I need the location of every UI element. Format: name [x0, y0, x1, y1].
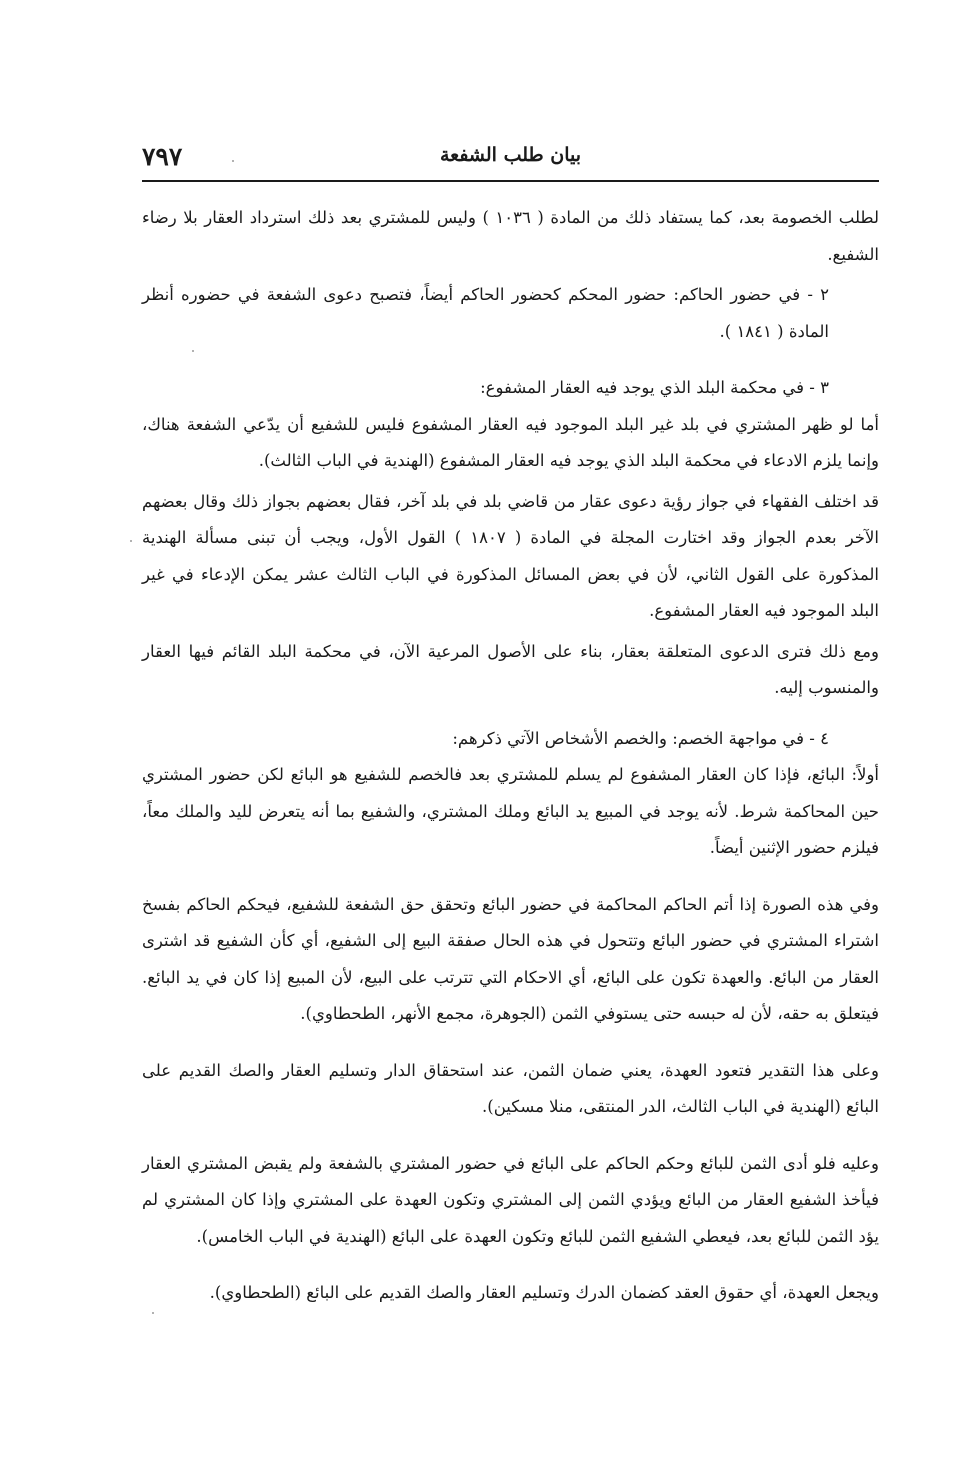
- section-heading: ٤ - في مواجهة الخصم: والخصم الأشخاص الآتي ذكرهم:: [452, 728, 829, 748]
- section-heading: ٣ - في محكمة البلد الذي يوجد فيه العقار المشفوع:: [480, 378, 829, 397]
- paragraph: ومع ذلك فترى الدعوى المتعلقة بعقار، بناء على الأصول المرعية الآن، في محكمة البلد القائم فيها العقار والمنسوب إليه.: [142, 641, 879, 697]
- paragraph: ٢ - في حضور الحاكم: حضور المحكم كحضور الحاكم أيضاً، فتصبح دعوى الشفعة في حضوره أنظر المادة ( ١٨٤١ ).: [142, 285, 829, 341]
- paragraph: لطلب الخصومة بعد، كما يستفاد ذلك من المادة ( ١٠٣٦ ) وليس للمشتري بعد ذلك استرداد العقار بلا رضاء الشفيع.: [142, 208, 879, 264]
- page-number: ٧٩٧: [142, 142, 183, 171]
- paragraph: أولاً: البائع، فإذا كان العقار المشفوع لم يسلم للمشتري بعد فالخصم للشفيع هو البائع لكن حضور المشتري حين المحاكمة شرط. لأنه يوجد في المبيع يد البائع وملك المشتري، والشفيع بما أنه يتعرض لليد والملك معاً، فيلزم حضور الإثنين أيضاً.: [142, 765, 879, 857]
- scan-speck: [232, 160, 234, 162]
- paragraph: وعليه فلو أدى الثمن للبائع وحكم الحاكم على البائع في حضور المشتري بالشفعة ولم يقبض المشتري العقار فيأخذ الشفيع العقار من البائع ويؤدي الثمن إلى المشتري وتكون العهدة على المشتري وإذا كان المشتري لم يؤد الثمن للبائع بعد، فيعطي الشفيع الثمن للبائع وتكون العهدة على البائع (الهندية في الباب الخامس).: [142, 1153, 879, 1246]
- body-text: [142, 200, 879, 1312]
- paragraph: وعلى هذا التقدير فتعود العهدة، يعني ضمان الثمن، عند استحقاق الدار وتسليم العقار والصك القديم على البائع (الهندية في الباب الثالث، الدر المنتقى، منلا مسكين).: [142, 1060, 879, 1116]
- paragraph: أما لو ظهر المشتري في بلد غير البلد الموجود فيه العقار المشفوع فليس للشفيع أن يدّعي الشفعة هناك، وإنما يلزم الادعاء في محكمة البلد الذي يوجد فيه العقار المشفوع (الهندية في الباب الثالث).: [142, 414, 879, 470]
- header-rule: [142, 180, 879, 182]
- running-title: بيان طلب الشفعة: [439, 144, 582, 166]
- scan-speck: [192, 350, 194, 352]
- paragraph: وفي هذه الصورة إذا أتم الحاكم المحاكمة في حضور البائع وتحقق حق الشفعة للشفيع، فيحكم الحاكم بفسخ اشتراء المشتري في حضور البائع وتتحول في هذه الحال صفقة البيع إلى الشفيع، أي كأن الشفيع قد اشترى العقار من البائع. والعهدة تكون على البائع، أي الاحكام التي تترتب على البيع، لأن المبيع إذا كان في يد البائع. فيتعلق به حقه، لأن له حبسه حتى يستوفي الثمن (الجوهرة، مجمع الأنهر، الطحطاوي).: [142, 894, 879, 1023]
- paragraph: ويجعل العهدة، أي حقوق العقد كضمان الدرك وتسليم العقار والصك القديم على البائع (الطحطاوي).: [209, 1283, 879, 1302]
- page-header: [142, 140, 879, 180]
- scan-speck: [152, 1312, 154, 1314]
- scan-speck: [130, 540, 132, 542]
- paragraph: قد اختلف الفقهاء في جواز رؤية دعوى عقار من قاضي بلد في بلد آخر، فقال بعضهم بجواز ذلك وقال بعضهم الآخر بعدم الجواز وقد اختارت المجلة في المادة ( ١٨٠٧ ) القول الأول، ويجب أن تبنى مسألة الهندية المذكورة على القول الثاني، لأن في بعض المسائل المذكورة في الباب الثالث عشر يمكن الإدعاء في غير البلد الموجود فيه العقار المشفوع.: [142, 491, 879, 620]
